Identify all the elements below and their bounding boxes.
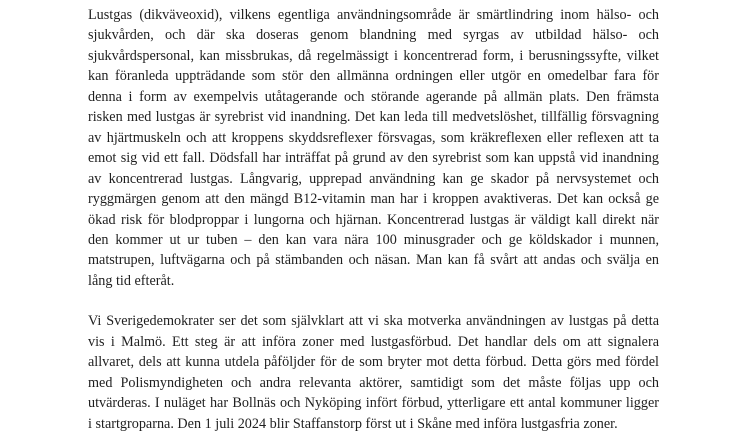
text-line: i startgroparna. Den 1 juli 2024 blir Staffanstorp först ut i Skåne med införa lustgasfria zoner. [88, 415, 618, 432]
text-line: med Polismyndigheten och andra relevanta aktörer, samtidigt som det måste följas upp och [88, 374, 659, 391]
text-line: ryggmärgen genom att den mängd B12-vitamin man har i kroppen avaktiveras. Det kan också ge [88, 191, 659, 208]
text-line: vis i Malmö. Ett steg är att införa zoner med lustgasförbud. Det handlar dels om att signalera [88, 333, 659, 350]
text-line: av hjärtmuskeln och att kroppens skyddsreflexer försvagas, som kräkreflexen eller reflexen att ta [88, 129, 659, 146]
text-line: lång tid efteråt. [88, 272, 175, 289]
text-line: kan föranleda uppträdande som stör den allmänna ordningen eller utgör en omedelbar fara för [88, 68, 659, 85]
text-line: den kommer ut ur tuben – den kan vara nära 100 minusgrader och ge köldskador i munnen, [88, 231, 659, 248]
paragraph-health-risks [88, 0, 659, 291]
text-line: Vi Sverigedemokrater ser det som självklart att vi ska motverka användningen av lustgas på detta [88, 313, 659, 330]
paragraph-policy [88, 311, 659, 434]
text-line: Lustgas (dikväveoxid), vilkens egentliga användningsområde är smärtlindring inom hälso- och [88, 7, 659, 23]
text-line: sjukvårdspersonal, kan missbrukas, då regelmässigt i koncentrerad form, i berusningssyfte, vilket [88, 47, 659, 64]
document-page [88, 0, 659, 434]
text-line: denna i form av exempelvis utåtagerande och störande agerande på allmän plats. Den främsta [88, 88, 659, 105]
text-line: matstrupen, luftvägarna och på stämbanden och näsan. Man kan få svårt att andas och svälja en [88, 252, 659, 269]
text-line: emot sig vid ett fall. Dödsfall har inträffat på grund av den syrebrist som kan uppstå vid inandning [88, 150, 659, 167]
text-line: av koncentrerad lustgas. Långvarig, upprepad användning kan ge skador på nervsystemet och [88, 170, 659, 187]
text-line: ökad risk för blodproppar i lungorna och hjärnan. Koncentrerad lustgas är väldigt kall direkt när [88, 211, 659, 228]
text-line: allvaret, dels att kunna utdela påföljder för de som bryter mot detta förbud. Detta görs med fördel [88, 354, 659, 371]
text-line: sjukvården, och där ska doseras genom blandning med syrgas av utbildad hälso- och [88, 27, 659, 44]
text-line: utvärderas. I nuläget har Bollnäs och Nyköping infört förbud, ytterligare ett antal kommuner ligger [88, 395, 659, 412]
text-line: risken med lustgas är syrebrist vid inandning. Det kan leda till medvetslöshet, tillfällig försvagning [88, 109, 659, 126]
